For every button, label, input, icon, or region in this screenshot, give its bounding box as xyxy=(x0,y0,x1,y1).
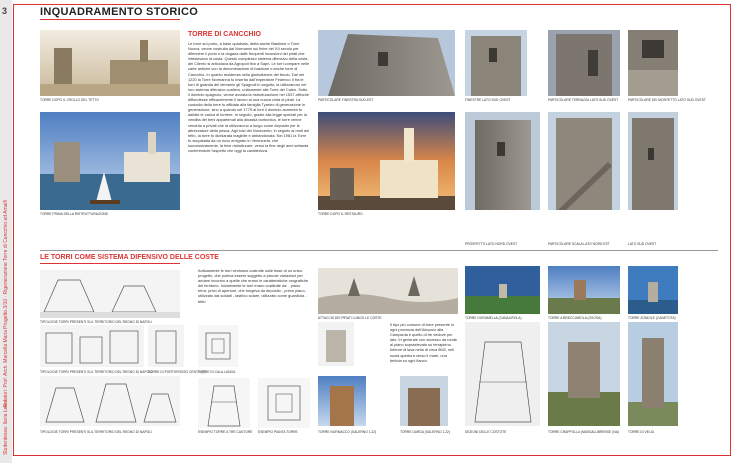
caption-d3: TIPOLOGIE TORRI PRESENTI SUL TERRITORIO DEL REGNO DI NAPOLI xyxy=(40,430,152,434)
caption-d7: ESEMPIO PIANTA TORRE xyxy=(258,430,298,434)
caption-d1: TIPOLOGIE TORRI PRESENTI SUL TERRITORIO DEL REGNO DI NAPOLI xyxy=(40,320,152,324)
photo-terrace-southwest xyxy=(548,30,620,96)
caption-f3: TORRE ZONIOLE (CANETOTA) xyxy=(628,316,676,320)
section-divider xyxy=(40,250,718,251)
caption-f1: TORRE DORAMELLA (CANALIROLA) xyxy=(465,316,522,320)
drawing-tower-types-1 xyxy=(40,270,180,318)
page-number: 3 xyxy=(2,6,8,16)
section-rule xyxy=(40,263,180,264)
caption-c8: PROSPETTO LATO NORD OVEST xyxy=(465,242,518,246)
caption-d6: ESEMPIO TORRE A TRE CASTORE xyxy=(198,430,253,434)
photo-windows-southwest xyxy=(465,30,527,96)
section-title-coastal-defense: LE TORRI COME SISTEMA DIFENSIVO DELLE COSTE xyxy=(40,254,219,261)
photo-torre-zoniole xyxy=(628,266,678,314)
drawing-tower-types-2 xyxy=(40,325,144,367)
caption-f5: TORRE DI VELIA xyxy=(628,430,654,434)
photo-tower-collapse xyxy=(40,30,180,96)
page-title: INQUADRAMENTO STORICO xyxy=(40,6,199,18)
caption-c7: PARTICOLARE DEI MONTETTO LATO SUD OVEST xyxy=(628,98,706,102)
caption-d5: TORRE DI CALA LUNGA xyxy=(198,370,236,374)
caption-e2: TORRE NORMACCO (SALERNO 1.22) xyxy=(318,430,377,434)
caption-f2: TORRE A BRECCIAROLA (OSOSA) xyxy=(548,316,602,320)
sidebar-label-advisor: Relatori: Prof. Arch. Marcella Maria xyxy=(3,330,9,408)
photo-torre-doramella xyxy=(465,266,540,314)
sidebar-label-student: Studentessa: Ilaria Leoni xyxy=(3,400,9,456)
caption-e3: TORRE DARDA (SALERNO 1.22) xyxy=(400,430,450,434)
photo-torre-normacco xyxy=(318,376,366,426)
section-text-defense: Anticamente le torri venivano costruite sulle base di un unico progetto, che poteva essere soggetto a piccole variazioni per andare incontro a quelle che erano le caratteristiche orografiche del territorio. Inizialmente le torri erano costituite da: - piano terra, privo di aperture, che fungeva da deposito - primo piano, utilizzato dai soldati - lastrico solare, utilizzato come guardiola - tetto xyxy=(198,268,309,304)
engraving-pirate-attacks xyxy=(318,268,458,314)
caption-c1: TORRE DOPO IL CROLLO DEL TETTO xyxy=(40,98,99,102)
photo-tower-before xyxy=(40,112,180,210)
photo-tower-after xyxy=(318,112,455,210)
caption-c5: FINESTRE LATO SUD OVEST xyxy=(465,98,511,102)
section-text-torre: Le torre sul porto, a base quadrata, detta anche Bastione o Torre Nuova, venne costruita dai Normanni sul finire del XII secolo per difendere il porto e la dogana dalle frequenti incursioni dei pirati che infestavano la costa. Questo complesso sistema difensivo della costa del Cilento si articolava da Agropoli fino a Sapri. Le torri compare nelle carte antiche con la denominazione di bastione o anche torre di Cancchio. In quanto residenza nella giurisdizione del feudo. Dal net 1220 la Torre Normanna fu inserita dall'imperatore Federico II fra le torri di guardia del demanio gli Spagnoli in seguito; la utilizzarono nel loro sistema difensivo costiero, unitamente alle Torre del Caleo. Sotto il dominio spagnolo, venne avviata la ristrutturazione nel 1537 affinché diffondesse efficacemente il lavoro ai una nuova cinta di pirati. La custodia della torre fu affidata alla famiglia Tyastro di generazione in generazione, sino a quando nel 1779 ai torri il dominio aumenta fu adibite le carica di torriere. In seguito, grazie alla legge speciali per la vendita dei beni appartenuti alla dinastia borbonica, le torre venne venduta a privati che la utilizzarono a lungo come deposito per le attrezzature della pesca. Agli inizi del Novecento, in seguito ai moti del tetto, la torre fu dichiarata inagibile e abbandonata. Nel 1981 la Torre fu acquistata da un ricco emigrato in Venezuela, che successivamente, la fece ristrutturare, verso la fine degli anni settanta conferendole l'aspetto che oggi la caratterizza. xyxy=(188,41,310,153)
section-title-torre: TORRE DI CANCCHIO xyxy=(188,31,261,38)
caption-f4: TORRE CRAPPOLLA (MASSALUBRENSE (NA) xyxy=(548,430,620,434)
photo-torre-crappolla xyxy=(548,322,620,426)
sidebar-label-project: Progetto 3/10 · Rigenerazione Torre di Cancchio ad Amalfi xyxy=(3,200,9,329)
photo-torre-darda xyxy=(400,376,448,426)
title-rule xyxy=(40,19,180,20)
sidebar xyxy=(0,0,12,463)
caption-c9: PARTICOLARE SCALA LATO NORD EST xyxy=(548,242,610,246)
drawing-coast-sections xyxy=(465,322,540,426)
drawing-tower-types-3 xyxy=(40,376,180,426)
caption-e4: SEZIONI DELLE COSTOTE xyxy=(465,430,507,434)
photo-side-southwest xyxy=(628,112,678,210)
section-text-tower-type: Il tipo più comune di torre presente in ogni provincia dell'Abruzzo alla Campania è quello di tre vedove per lato. In generale con accesso da ronde al piano sopraelevato su terrapieno. Inferne di lava nella di circa 5M2, nell suola apertura verso il mare, una feritoia su ogni fianco. xyxy=(390,322,458,363)
drawing-portorosso xyxy=(148,325,184,367)
drawing-three-floors xyxy=(198,378,250,428)
drawing-tower-plan xyxy=(258,378,310,428)
photo-window-southeast xyxy=(318,30,455,96)
caption-c4: TORRE DOPO IL RESTAURO xyxy=(318,212,363,216)
caption-c2: TORRE PRIMA DELLA RISTRUTTURAZIONE xyxy=(40,212,109,216)
caption-e1: ATTACCHI DEI PIRATI LUNGO LE COSTE xyxy=(318,316,382,320)
photo-facade-northwest xyxy=(465,112,540,210)
photo-detail-southwest xyxy=(628,30,678,96)
caption-d4: TORRE DI PORTOROSSO CENTO (?) xyxy=(148,370,206,374)
photo-torre-velia xyxy=(628,322,678,426)
photo-torre-brecciarola xyxy=(548,266,620,314)
caption-c10: LATO SUD OVEST xyxy=(628,242,657,246)
drawing-small-tower xyxy=(318,322,354,366)
caption-c6: PARTICOLARE TERRAZZA LATO SUD OVEST xyxy=(548,98,619,102)
caption-c3: PARTICOLARE FINESTRA SUD-EST xyxy=(318,98,374,102)
drawing-cala-lunga xyxy=(198,325,238,367)
caption-d2: TIPOLOGIE TORRI PRESENTI SUL TERRITORIO DEL REGNO DI NAPOLI xyxy=(40,370,152,374)
photo-stair-northeast xyxy=(548,112,620,210)
